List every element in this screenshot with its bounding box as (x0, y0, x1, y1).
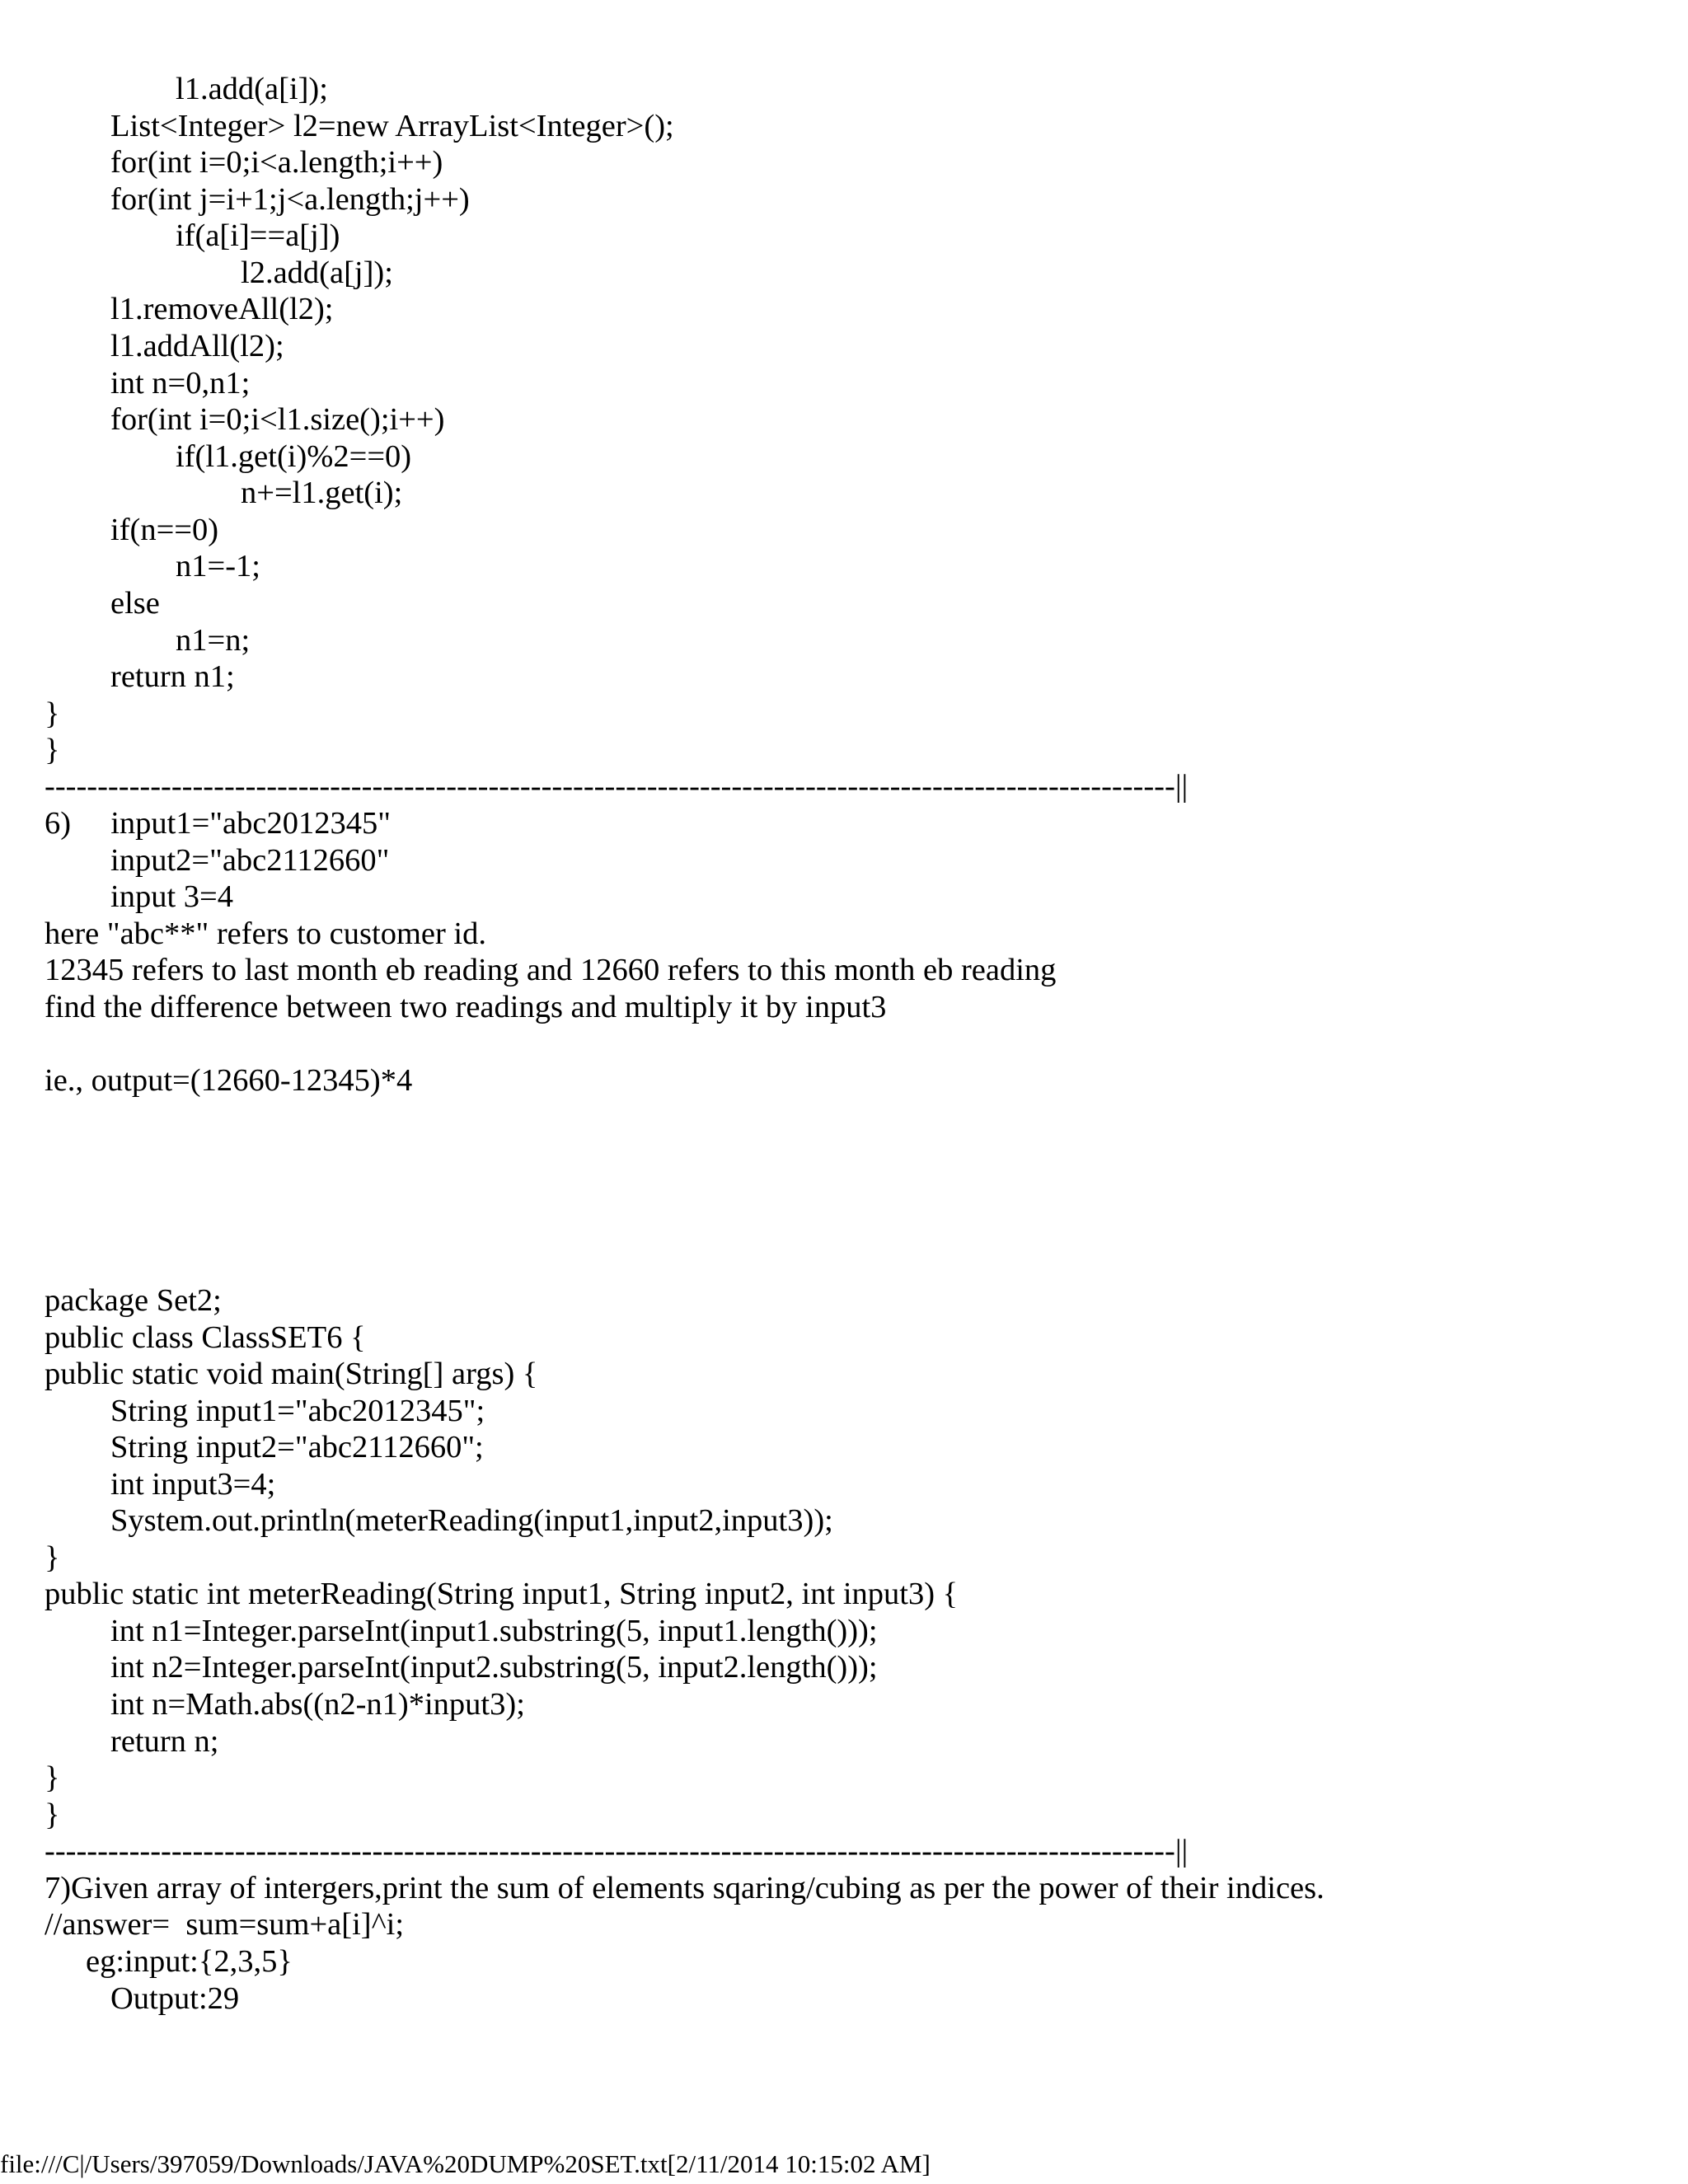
code-line: else (110, 586, 160, 621)
code-line: String input2="abc2112660"; (110, 1430, 484, 1465)
code-line: for(int i=0;i<l1.size();i++) (110, 402, 445, 437)
question-line: input2="abc2112660" (110, 843, 390, 878)
code-line: for(int j=i+1;j<a.length;j++) (110, 182, 470, 217)
question-line: 6) input1="abc2012345" (45, 806, 391, 841)
code-line: } (45, 696, 60, 731)
code-line: l1.removeAll(l2); (110, 292, 334, 326)
code-line: String input1="abc2012345"; (110, 1394, 485, 1428)
code-line: } (45, 733, 60, 767)
question-line: eg:input:{2,3,5} (86, 1944, 293, 1979)
code-line: int input3=4; (110, 1467, 276, 1502)
code-line: for(int i=0;i<a.length;i++) (110, 145, 443, 180)
code-line: if(l1.get(i)%2==0) (176, 439, 412, 474)
question-line: 12345 refers to last month eb reading and 12660 refers to this month eb reading (45, 953, 1057, 987)
code-line: List<Integer> l2=new ArrayList<Integer>(); (110, 109, 674, 143)
code-line: return n; (110, 1724, 219, 1759)
code-line: return n1; (110, 659, 235, 694)
code-line: n1=n; (176, 623, 251, 658)
code-line: } (45, 1797, 60, 1832)
question-line: input 3=4 (110, 879, 233, 914)
code-line: l2.add(a[j]); (241, 255, 393, 290)
question-line: Output:29 (110, 1981, 240, 2016)
code-line: int n=Math.abs((n2-n1)*input3); (110, 1687, 525, 1722)
question-line: 7)Given array of intergers,print the sum of elements sqaring/cubing as per the power of their indices. (45, 1871, 1325, 1905)
code-line: int n2=Integer.parseInt(input2.substring(5, input2.length())); (110, 1650, 878, 1685)
code-line: public static void main(String[] args) { (45, 1357, 538, 1391)
code-line: public static int meterReading(String input1, String input2, int input3) { (45, 1577, 959, 1611)
file-path-footer: file:///C|/Users/397059/Downloads/JAVA%20DUMP%20SET.txt[2/11/2014 10:15:02 AM] (0, 2149, 931, 2178)
separator-line: -----------------------------------------------------------------------------------------------------------|| (45, 1834, 1189, 1868)
code-line: l1.addAll(l2); (110, 329, 284, 363)
code-line: public class ClassSET6 { (45, 1320, 366, 1355)
code-line: int n1=Integer.parseInt(input1.substring(5, input1.length())); (110, 1614, 878, 1648)
separator-line: -----------------------------------------------------------------------------------------------------------|| (45, 769, 1189, 804)
code-line: l1.add(a[i]); (176, 72, 328, 106)
code-line: int n=0,n1; (110, 366, 251, 401)
code-line: } (45, 1760, 60, 1795)
code-line: if(a[i]==a[j]) (176, 218, 340, 253)
code-line: n1=-1; (176, 549, 260, 583)
code-line: } (45, 1540, 60, 1575)
question-line: find the difference between two readings and multiply it by input3 (45, 990, 887, 1024)
question-line: here "abc**" refers to customer id. (45, 916, 486, 951)
code-line: if(n==0) (110, 513, 219, 547)
code-line: System.out.println(meterReading(input1,input2,input3)); (110, 1503, 833, 1538)
code-line: package Set2; (45, 1283, 222, 1318)
code-line: n+=l1.get(i); (241, 476, 403, 510)
question-line: //answer= sum=sum+a[i]^i; (45, 1907, 405, 1942)
question-line: ie., output=(12660-12345)*4 (45, 1063, 413, 1098)
